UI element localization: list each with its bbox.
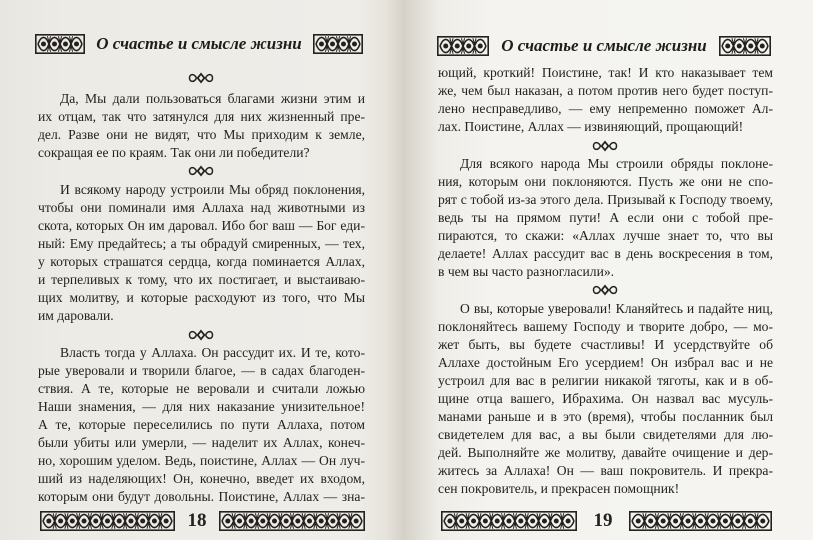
text-line: и терпеливых к тому, что их постигает, и выстаиваю- — [38, 272, 365, 287]
paragraph — [438, 64, 773, 136]
text-line: но, хорошим уделом. Ведь, поистине, Аллах — Он луч- — [38, 453, 365, 468]
text-line: лах. Поистине, Аллах — извиняющий, прощающий! — [438, 119, 744, 134]
text-line: делаете! Аллах рассудит вас в день воскресения в том, — [438, 246, 773, 261]
text-line: дел. Разве они не видят, что Мы приходим к земле, — [38, 127, 365, 142]
text-line: щих молитву, и которые расходуют из того, что Мы — [38, 290, 365, 305]
text-line: сен покровитель, и прекрасен помощник! — [438, 481, 680, 496]
text-line: были убиты или умерли, — наделит их Аллах, конеч- — [38, 435, 365, 450]
text-line: ющий, кроткий! Поистине, так! И кто наказывает тем — [438, 65, 773, 80]
text-line: пираются, то скажи: «Аллах лучше знает то, что вы — [438, 228, 773, 243]
text-line: О вы, которые уверовали! Кланяйтесь и падайте ниц, — [460, 301, 773, 316]
text-line: ший из наделяющих! Он, конечно, введет их входом, — [38, 471, 365, 486]
text-line: Да, Мы дали пользоваться благами жизни этим и — [60, 91, 365, 106]
text-line: Для всякого народа Мы строили обряды поклоне- — [460, 156, 773, 171]
text-line: Власть тогда у Аллаха. Он рассудит их. И те, кото- — [60, 345, 365, 360]
text-line: рые уверовали и творили благое, — в садах благоден- — [38, 363, 365, 378]
running-title: О счастье и смысле жизни — [501, 36, 707, 55]
text-line: их отцам, так что затянулся для них жизненный пре- — [38, 109, 365, 124]
text-line: жет быть, вы будете счастливы! И усердствуйте об — [438, 337, 773, 352]
header-ornament — [719, 36, 771, 56]
text-line: чтобы они поминали имя Аллаха над животными из — [38, 200, 365, 215]
text-line: ный: Ему предайтесь; а ты обрадуй смиренных, — тех, — [38, 236, 365, 251]
text-line: скота, которых Он им даровал. Ибо бог ваш — Бог еди- — [38, 218, 365, 233]
text-line: им даровали. — [38, 308, 114, 323]
text-line: в чем вы часто разногласили». — [438, 264, 615, 279]
footer-ornament-band — [629, 511, 772, 531]
text-line: Наши знамения, — для них наказание унизительное! — [38, 399, 365, 414]
text-line: житесь за Аллаха! Он — ваш покровитель. И прекра- — [438, 463, 773, 478]
text-line: щине отца вашего, Ибрахима. Он назвал вас мусуль- — [438, 391, 773, 406]
text-line: рят с тобой из-за этого дела. Призывай к Господу твоему, — [438, 192, 773, 207]
left-page — [0, 0, 406, 540]
paragraph — [38, 181, 365, 325]
text-line: же, чем был наказан, а потом против него будет поступ- — [438, 83, 773, 98]
page-footer — [40, 511, 365, 531]
paragraph — [438, 155, 773, 281]
text-line: сокращая ее по краям. Так они ли победители? — [38, 145, 310, 160]
section-ornament — [187, 328, 215, 342]
page-number: 18 — [187, 510, 207, 531]
text-line: ствия. А те, которые не веровали и считали ложью — [38, 381, 365, 396]
right-page — [406, 0, 813, 540]
running-head — [437, 35, 771, 57]
text-line: которым они будут довольны. Поистине, Аллах — зна- — [38, 489, 365, 504]
footer-ornament-band — [441, 511, 577, 531]
text-line: манами раньше и в это (время), чтобы посланник был — [438, 409, 773, 424]
section-ornament — [187, 71, 215, 85]
page-footer — [441, 511, 772, 531]
text-line: ния, которым они поклоняются. Пусть же они не спо- — [438, 174, 773, 189]
paragraph — [438, 300, 773, 498]
footer-ornament-band — [40, 511, 175, 531]
section-ornament — [591, 139, 619, 153]
page-number: 19 — [593, 510, 613, 531]
text-line: у которых страшатся сердца, когда поминается Аллах, — [38, 254, 365, 269]
text-line: дей. Выполняйте же молитву, давайте очищение и дер- — [438, 445, 773, 460]
header-ornament — [437, 36, 489, 56]
text-line: поклоняйтесь вашему Господу и творите добро, — мо- — [438, 319, 773, 334]
paragraph — [38, 344, 365, 506]
text-line: устроил для вас в религии никакой тяготы, как и в об- — [438, 373, 773, 388]
running-head — [35, 33, 363, 55]
footer-ornament-band — [219, 511, 365, 531]
text-line: А те, которые переселились по пути Аллаха, потом — [38, 417, 365, 432]
section-ornament — [187, 164, 215, 178]
text-line: Аллахе достойным Его усердием! Он избрал вас и не — [438, 355, 773, 370]
running-title: О счастье и смысле жизни — [96, 34, 302, 53]
header-ornament — [313, 34, 363, 54]
text-line: И всякому народу устроили Мы обряд поклонения, — [60, 182, 365, 197]
header-ornament — [35, 34, 85, 54]
text-line: лено несправедливо, — ему непременно поможет Ал- — [438, 101, 773, 116]
section-ornament — [591, 283, 619, 297]
text-line: ведь ты на прямом пути! А если они с тобой пре- — [438, 210, 773, 225]
text-line: свидетелем для вас, а вы были свидетелями для лю- — [438, 427, 773, 442]
paragraph — [38, 90, 365, 162]
